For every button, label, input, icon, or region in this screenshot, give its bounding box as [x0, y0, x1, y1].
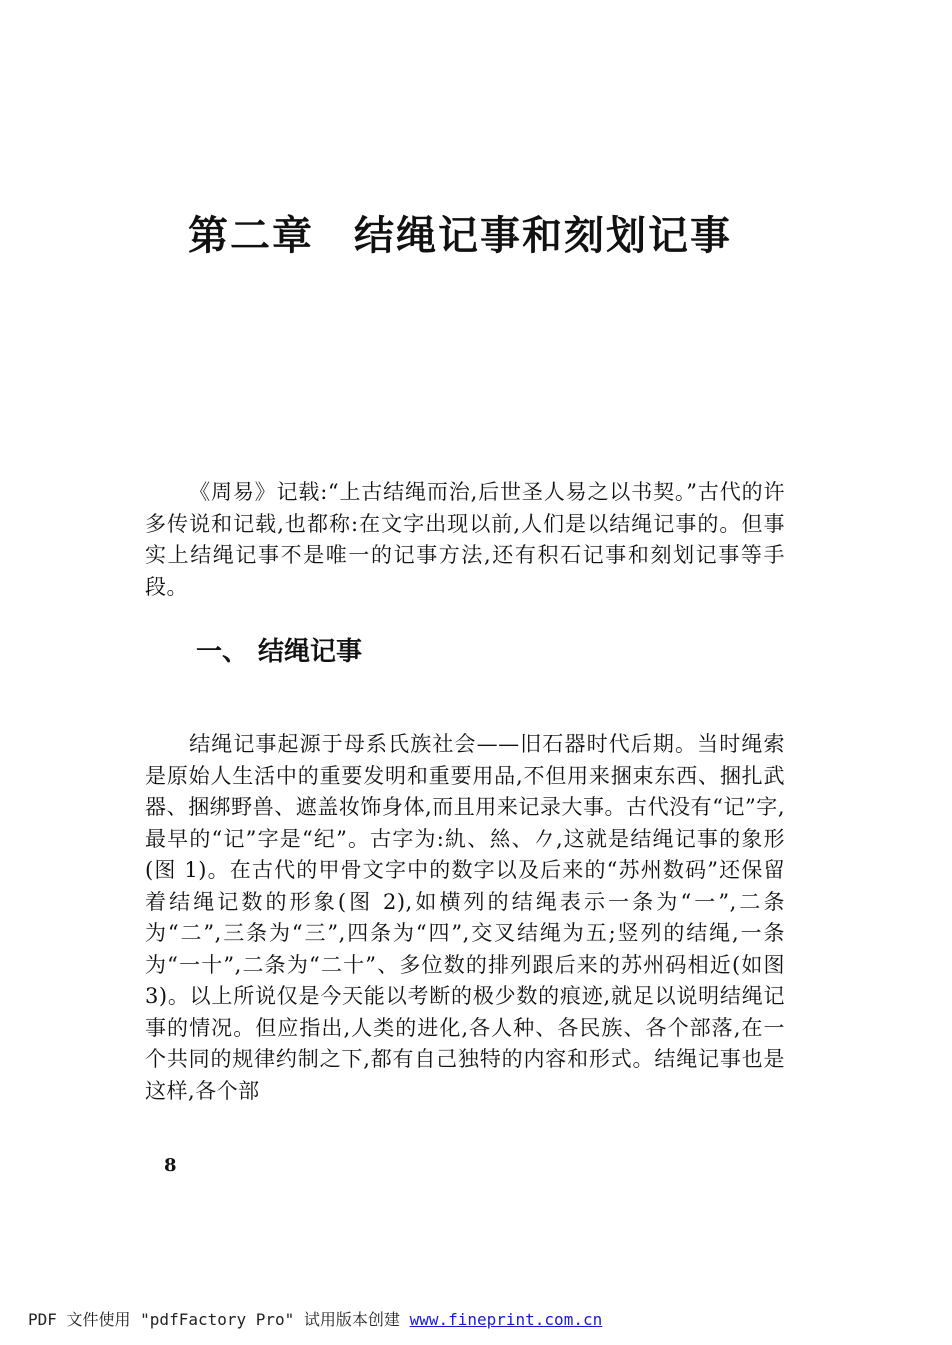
- section-title: 结绳记事: [258, 637, 363, 667]
- footer-link[interactable]: www.fineprint.com.cn: [409, 1310, 603, 1329]
- page-number: 8: [164, 1155, 177, 1176]
- body-paragraph: 结绳记事起源于母系氏族社会——旧石器时代后期。当时绳索是原始人生活中的重要发明和重要用品,不但用来捆束东西、捆扎武器、捆绑野兽、遮盖妆饰身体,而且用来记录大事。古代没有“记”字,最早的“记”字是“纪”。古字为:䊵、𢇁、𠂊,这就是结绳记事的象形(图 1)。在古代的甲骨文字中的数字以及后来的“苏州数码”还保留着结绳记数的形象(图 2),如横列的结绳表示一条为“一”,二条为“二”,三条为“三”,四条为“四”,交叉结绳为五;竖列的结绳,一条为“一十”,二条为“二十”、多位数的排列跟后来的苏州码相近(如图 3)。以上所说仅是今天能以考断的极少数的痕迹,就足以说明结绳记事的情况。但应指出,人类的进化,各人种、各民族、各个部落,在一个共同的规律约制之下,都有自己独特的内容和形式。结绳记事也是这样,各个部: [145, 732, 785, 1103]
- chapter-number: 第二章: [188, 212, 314, 259]
- chapter-title: [188, 208, 788, 264]
- pdf-footer: [28, 1307, 602, 1330]
- intro-paragraph: 《周易》记载:“上古结绳而治,后世圣人易之以书契。”古代的许多传说和记载,也都称:在文字出现以前,人们是以结绳记事的。但事实上结绳记事不是唯一的记事方法,还有积石记事和刻划记事等手段。: [145, 480, 785, 599]
- section-number: 一、: [196, 637, 249, 667]
- section-heading: [196, 632, 362, 672]
- chapter-title-text: 结绳记事和刻划记事: [354, 212, 732, 259]
- footer-text: PDF 文件使用 "pdfFactory Pro" 试用版本创建: [28, 1310, 410, 1329]
